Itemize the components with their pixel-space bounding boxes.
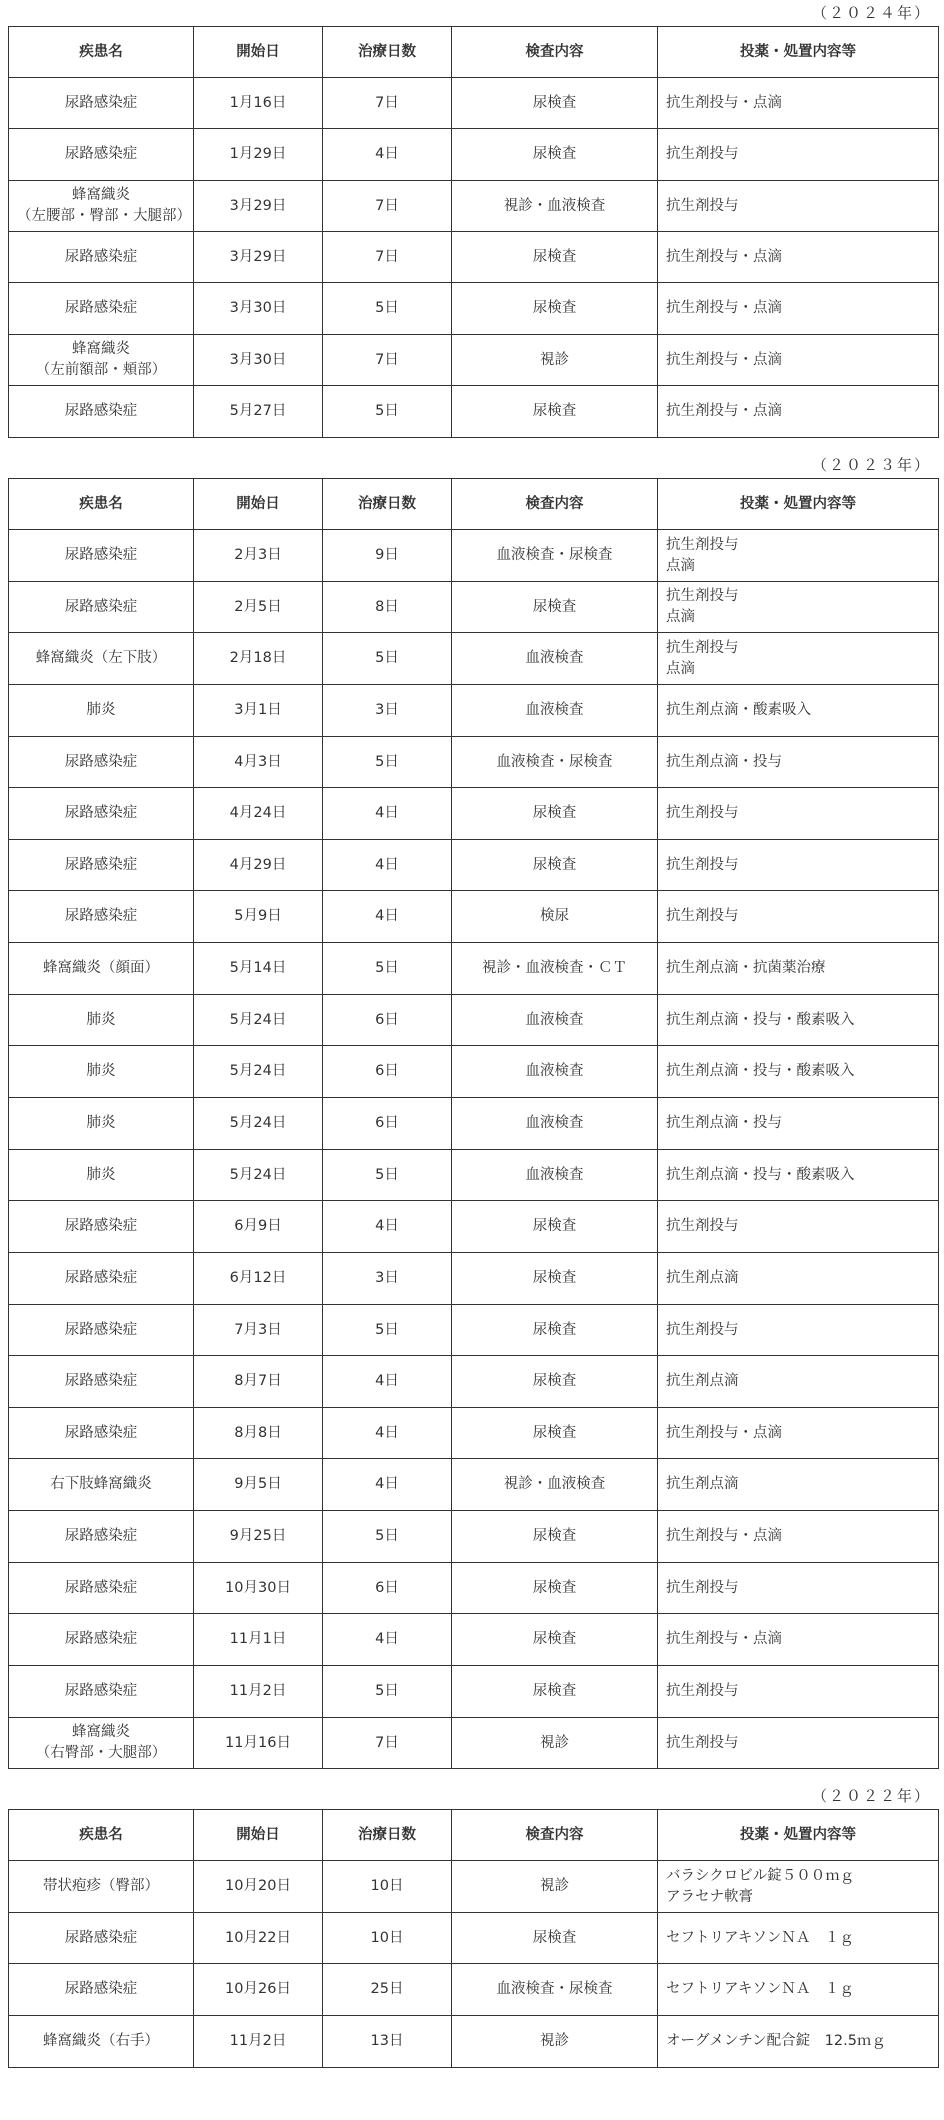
cell-exam: 尿検査 [452, 1614, 658, 1666]
cell-treatment: 抗生剤投与 [658, 181, 939, 232]
cell-disease: 蜂窩織炎（左下肢） [9, 633, 194, 685]
table-row [9, 1150, 939, 1201]
cell-start: 4月24日 [194, 788, 323, 840]
cell-exam: 尿検査 [452, 1408, 658, 1459]
cell-disease: 肺炎 [9, 1046, 194, 1098]
cell-disease: 蜂窩織炎 （左前額部・頬部） [9, 335, 194, 386]
cell-start: 9月25日 [194, 1511, 323, 1563]
cell-days: 4日 [323, 1201, 452, 1253]
cell-days: 8日 [323, 582, 452, 633]
column-header: 開始日 [194, 479, 323, 530]
cell-start: 11月16日 [194, 1718, 323, 1769]
table-row [9, 1356, 939, 1408]
cell-days: 4日 [323, 129, 452, 181]
cell-treatment: 抗生剤投与 [658, 1305, 939, 1356]
cell-treatment: 抗生剤投与 [658, 129, 939, 181]
cell-days: 5日 [323, 283, 452, 335]
column-header: 投薬・処置内容等 [658, 479, 939, 530]
table-row [9, 1511, 939, 1563]
cell-start: 4月3日 [194, 737, 323, 788]
cell-disease: 肺炎 [9, 685, 194, 737]
cell-treatment: 抗生剤投与・点滴 [658, 1614, 939, 1666]
cell-start: 3月29日 [194, 181, 323, 232]
cell-start: 1月29日 [194, 129, 323, 181]
table-row [9, 78, 939, 129]
cell-days: 7日 [323, 232, 452, 283]
cell-exam: 尿検査 [452, 129, 658, 181]
cell-days: 5日 [323, 737, 452, 788]
table-row [9, 1408, 939, 1459]
column-header: 検査内容 [452, 27, 658, 78]
cell-start: 1月16日 [194, 78, 323, 129]
cell-treatment: セフトリアキソンＮＡ １ｇ [658, 1964, 939, 2016]
cell-days: 5日 [323, 1305, 452, 1356]
cell-days: 7日 [323, 78, 452, 129]
cell-disease: 尿路感染症 [9, 232, 194, 283]
table-header-row [9, 479, 939, 530]
cell-start: 2月5日 [194, 582, 323, 633]
table-row [9, 685, 939, 737]
cell-disease: 尿路感染症 [9, 1614, 194, 1666]
cell-exam: 尿検査 [452, 1201, 658, 1253]
table-row [9, 891, 939, 943]
table-row [9, 1098, 939, 1150]
table-row [9, 943, 939, 995]
cell-disease: 尿路感染症 [9, 1253, 194, 1305]
table-header-row [9, 1810, 939, 1861]
column-header: 投薬・処置内容等 [658, 27, 939, 78]
cell-disease: 尿路感染症 [9, 582, 194, 633]
cell-treatment: 抗生剤投与・点滴 [658, 1511, 939, 1563]
cell-exam: 血液検査 [452, 685, 658, 737]
cell-start: 11月2日 [194, 2016, 323, 2068]
cell-disease: 尿路感染症 [9, 1408, 194, 1459]
cell-exam: 尿検査 [452, 1253, 658, 1305]
cell-start: 10月26日 [194, 1964, 323, 2016]
cell-exam: 視診・血液検査 [452, 181, 658, 232]
cell-start: 5月24日 [194, 1098, 323, 1150]
table-row [9, 232, 939, 283]
cell-treatment: 抗生剤投与・点滴 [658, 78, 939, 129]
cell-days: 6日 [323, 1046, 452, 1098]
cell-days: 4日 [323, 1459, 452, 1511]
cell-start: 7月3日 [194, 1305, 323, 1356]
cell-start: 6月12日 [194, 1253, 323, 1305]
cell-disease: 尿路感染症 [9, 1666, 194, 1718]
cell-exam: 視診・血液検査・ＣＴ [452, 943, 658, 995]
cell-treatment: 抗生剤投与・点滴 [658, 232, 939, 283]
cell-start: 5月14日 [194, 943, 323, 995]
table-row [9, 283, 939, 335]
table-row [9, 582, 939, 633]
cell-exam: 検尿 [452, 891, 658, 943]
cell-start: 11月2日 [194, 1666, 323, 1718]
cell-days: 4日 [323, 1356, 452, 1408]
table-row [9, 995, 939, 1046]
cell-exam: 尿検査 [452, 78, 658, 129]
cell-exam: 血液検査 [452, 633, 658, 685]
cell-start: 10月20日 [194, 1861, 323, 1913]
cell-disease: 尿路感染症 [9, 1913, 194, 1964]
cell-treatment: 抗生剤投与 [658, 1201, 939, 1253]
cell-exam: 尿検査 [452, 1563, 658, 1614]
cell-exam: 血液検査 [452, 1046, 658, 1098]
cell-start: 5月24日 [194, 1150, 323, 1201]
table-row [9, 1563, 939, 1614]
table-row [9, 129, 939, 181]
cell-exam: 尿検査 [452, 1913, 658, 1964]
cell-start: 8月8日 [194, 1408, 323, 1459]
cell-start: 6月9日 [194, 1201, 323, 1253]
cell-days: 5日 [323, 633, 452, 685]
cell-treatment: 抗生剤点滴・投与・酸素吸入 [658, 1046, 939, 1098]
cell-start: 3月30日 [194, 335, 323, 386]
cell-start: 9月5日 [194, 1459, 323, 1511]
cell-days: 5日 [323, 1150, 452, 1201]
year-label: （２０２２年） [811, 1787, 931, 1805]
cell-disease: 蜂窩織炎（右手） [9, 2016, 194, 2068]
table-row [9, 1201, 939, 1253]
cell-treatment: 抗生剤点滴・投与 [658, 737, 939, 788]
cell-disease: 尿路感染症 [9, 129, 194, 181]
cell-start: 8月7日 [194, 1356, 323, 1408]
cell-disease: 尿路感染症 [9, 840, 194, 891]
cell-treatment: 抗生剤投与 点滴 [658, 633, 939, 685]
cell-disease: 尿路感染症 [9, 283, 194, 335]
table-row [9, 1253, 939, 1305]
column-header: 疾患名 [9, 1810, 194, 1861]
cell-disease: 尿路感染症 [9, 1356, 194, 1408]
cell-days: 5日 [323, 386, 452, 438]
cell-disease: 尿路感染症 [9, 1511, 194, 1563]
cell-treatment: 抗生剤投与 [658, 840, 939, 891]
cell-exam: 尿検査 [452, 1666, 658, 1718]
cell-disease: 尿路感染症 [9, 1201, 194, 1253]
column-header: 治療日数 [323, 27, 452, 78]
cell-exam: 尿検査 [452, 1305, 658, 1356]
cell-treatment: 抗生剤投与・点滴 [658, 1408, 939, 1459]
cell-exam: 尿検査 [452, 1356, 658, 1408]
table-row [9, 788, 939, 840]
cell-disease: 尿路感染症 [9, 1964, 194, 2016]
table-row [9, 1305, 939, 1356]
cell-exam: 尿検査 [452, 232, 658, 283]
column-header: 疾患名 [9, 27, 194, 78]
cell-exam: 視診 [452, 335, 658, 386]
year-label: （２０２４年） [811, 4, 931, 22]
table-row [9, 737, 939, 788]
column-header: 治療日数 [323, 479, 452, 530]
cell-start: 3月30日 [194, 283, 323, 335]
table-row [9, 181, 939, 232]
cell-start: 5月24日 [194, 1046, 323, 1098]
cell-exam: 血液検査・尿検査 [452, 530, 658, 582]
cell-disease: 肺炎 [9, 1150, 194, 1201]
cell-disease: 尿路感染症 [9, 891, 194, 943]
table-row [9, 1614, 939, 1666]
column-header: 投薬・処置内容等 [658, 1810, 939, 1861]
cell-days: 6日 [323, 995, 452, 1046]
cell-treatment: 抗生剤点滴・投与・酸素吸入 [658, 995, 939, 1046]
table-row [9, 1459, 939, 1511]
cell-exam: 視診 [452, 1718, 658, 1769]
table-row [9, 1046, 939, 1098]
cell-days: 4日 [323, 1614, 452, 1666]
cell-exam: 血液検査・尿検査 [452, 1964, 658, 2016]
cell-treatment: 抗生剤点滴 [658, 1459, 939, 1511]
cell-disease: 肺炎 [9, 995, 194, 1046]
cell-disease: 尿路感染症 [9, 1305, 194, 1356]
cell-treatment: セフトリアキソンＮＡ １ｇ [658, 1913, 939, 1964]
cell-treatment: 抗生剤点滴 [658, 1356, 939, 1408]
table-row [9, 1718, 939, 1769]
cell-disease: 蜂窩織炎 （右臀部・大腿部） [9, 1718, 194, 1769]
cell-days: 10日 [323, 1913, 452, 1964]
cell-start: 3月29日 [194, 232, 323, 283]
cell-exam: 尿検査 [452, 840, 658, 891]
cell-days: 3日 [323, 685, 452, 737]
cell-days: 5日 [323, 943, 452, 995]
cell-exam: 血液検査 [452, 1150, 658, 1201]
cell-treatment: 抗生剤投与・点滴 [658, 283, 939, 335]
table-row [9, 386, 939, 438]
cell-days: 9日 [323, 530, 452, 582]
cell-days: 5日 [323, 1511, 452, 1563]
cell-exam: 尿検査 [452, 283, 658, 335]
cell-treatment: 抗生剤点滴・投与 [658, 1098, 939, 1150]
cell-treatment: オーグメンチン配合錠 12.5ｍｇ [658, 2016, 939, 2068]
cell-treatment: 抗生剤投与 [658, 1563, 939, 1614]
cell-exam: 尿検査 [452, 1511, 658, 1563]
cell-days: 4日 [323, 1408, 452, 1459]
cell-days: 5日 [323, 1666, 452, 1718]
cell-start: 2月3日 [194, 530, 323, 582]
cell-start: 10月30日 [194, 1563, 323, 1614]
cell-treatment: バラシクロビル錠５００ｍｇ アラセナ軟膏 [658, 1861, 939, 1913]
column-header: 開始日 [194, 1810, 323, 1861]
cell-exam: 血液検査・尿検査 [452, 737, 658, 788]
cell-start: 2月18日 [194, 633, 323, 685]
cell-treatment: 抗生剤点滴・投与・酸素吸入 [658, 1150, 939, 1201]
cell-start: 5月24日 [194, 995, 323, 1046]
cell-treatment: 抗生剤投与 [658, 891, 939, 943]
table-row [9, 1861, 939, 1913]
cell-start: 11月1日 [194, 1614, 323, 1666]
cell-disease: 尿路感染症 [9, 78, 194, 129]
cell-disease: 蜂窩織炎（顔面） [9, 943, 194, 995]
table-row [9, 1666, 939, 1718]
cell-disease: 尿路感染症 [9, 530, 194, 582]
cell-treatment: 抗生剤点滴 [658, 1253, 939, 1305]
cell-exam: 尿検査 [452, 582, 658, 633]
cell-start: 10月22日 [194, 1913, 323, 1964]
cell-disease: 尿路感染症 [9, 737, 194, 788]
cell-days: 6日 [323, 1563, 452, 1614]
table-header-row [9, 27, 939, 78]
cell-days: 7日 [323, 335, 452, 386]
cell-days: 4日 [323, 788, 452, 840]
table-row [9, 335, 939, 386]
cell-days: 6日 [323, 1098, 452, 1150]
column-header: 開始日 [194, 27, 323, 78]
treatment-table [8, 1809, 939, 2068]
cell-treatment: 抗生剤投与 点滴 [658, 530, 939, 582]
table-row [9, 1913, 939, 1964]
cell-start: 5月9日 [194, 891, 323, 943]
cell-exam: 尿検査 [452, 386, 658, 438]
year-label: （２０２３年） [811, 456, 931, 474]
column-header: 検査内容 [452, 479, 658, 530]
cell-disease: 右下肢蜂窩織炎 [9, 1459, 194, 1511]
cell-days: 25日 [323, 1964, 452, 2016]
cell-exam: 血液検査 [452, 995, 658, 1046]
cell-disease: 尿路感染症 [9, 386, 194, 438]
cell-start: 4月29日 [194, 840, 323, 891]
column-header: 検査内容 [452, 1810, 658, 1861]
cell-treatment: 抗生剤投与 点滴 [658, 582, 939, 633]
cell-days: 13日 [323, 2016, 452, 2068]
cell-treatment: 抗生剤投与 [658, 1718, 939, 1769]
cell-exam: 視診 [452, 1861, 658, 1913]
column-header: 治療日数 [323, 1810, 452, 1861]
table-row [9, 2016, 939, 2068]
cell-days: 10日 [323, 1861, 452, 1913]
cell-days: 3日 [323, 1253, 452, 1305]
cell-exam: 視診 [452, 2016, 658, 2068]
cell-disease: 蜂窩織炎 （左腰部・臀部・大腿部） [9, 181, 194, 232]
column-header: 疾患名 [9, 479, 194, 530]
table-row [9, 633, 939, 685]
cell-days: 7日 [323, 181, 452, 232]
treatment-table [8, 478, 939, 1769]
cell-start: 5月27日 [194, 386, 323, 438]
cell-disease: 尿路感染症 [9, 788, 194, 840]
cell-treatment: 抗生剤投与・点滴 [658, 335, 939, 386]
cell-disease: 帯状疱疹（臀部） [9, 1861, 194, 1913]
cell-disease: 尿路感染症 [9, 1563, 194, 1614]
cell-exam: 尿検査 [452, 788, 658, 840]
cell-days: 4日 [323, 891, 452, 943]
cell-days: 4日 [323, 840, 452, 891]
cell-treatment: 抗生剤投与 [658, 788, 939, 840]
cell-days: 7日 [323, 1718, 452, 1769]
cell-exam: 視診・血液検査 [452, 1459, 658, 1511]
cell-treatment: 抗生剤投与 [658, 1666, 939, 1718]
cell-start: 3月1日 [194, 685, 323, 737]
cell-disease: 肺炎 [9, 1098, 194, 1150]
cell-exam: 血液検査 [452, 1098, 658, 1150]
cell-treatment: 抗生剤点滴・酸素吸入 [658, 685, 939, 737]
table-row [9, 530, 939, 582]
treatment-table [8, 26, 939, 438]
cell-treatment: 抗生剤投与・点滴 [658, 386, 939, 438]
cell-treatment: 抗生剤点滴・抗菌薬治療 [658, 943, 939, 995]
table-row [9, 840, 939, 891]
table-row [9, 1964, 939, 2016]
